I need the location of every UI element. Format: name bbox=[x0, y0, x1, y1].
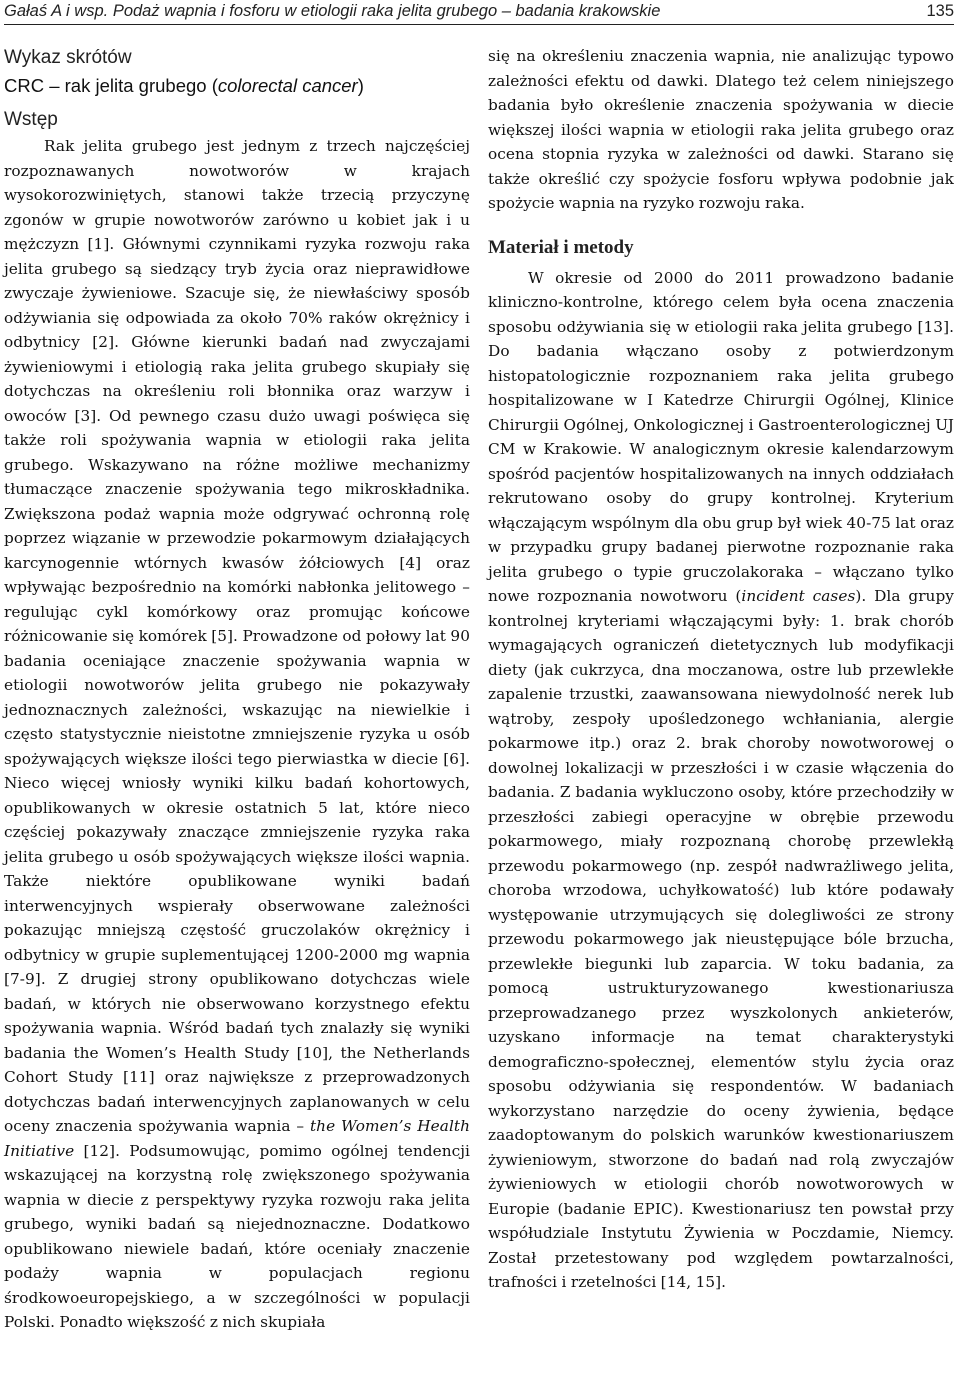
abbreviation-text: CRC – rak jelita grubego ( bbox=[4, 75, 218, 96]
abbreviation-english: colorectal cancer bbox=[217, 75, 358, 96]
intro-heading: Wstęp bbox=[4, 109, 58, 130]
intro-text-cont: [12]. Podsumowując, pomimo ogólnej tendencji wskazującej na korzystną rolę zwiększonego spożywania wapnia w diecie z perspektywy ryzyka rozwoju raka jelita grubego, wyniki badań są niejednoznaczne. Dodatkowo opublikowano niewiele badań, które oceniały znaczenie podaży wapnia w populacjach regionu środkowoeuropejskiego, a w szczególności w populacji Polski. Ponadto większość z nich skupiała bbox=[4, 1141, 470, 1331]
methods-text: W okresie od 2000 do 2011 prowadzono badanie kliniczno-kontrolne, którego celem była ocena znaczenia sposobu odżywiania się w etiologii raka jelita grubego [13]. Do badania włączano osoby z potwierdzonym histopatologicznie rozpoznaniem raka jelita grubego hospitalizowane w I Katedrze Chirurgii Ogólnej, Klinice Chirurgii Ogólnej, Onkologicznej i Gastroenterologicznej UJ CM w Krakowie. W analogicznym okresie kalendarzowym spośród pacjentów hospitalizowanych na innych oddziałach rekrutowano osoby do grupy kontrolnej. Kryterium włączającym wspólnym dla obu grup był wiek 40-75 lat oraz w przypadku grupy badanej pierwotne rozpoznanie raka jelita grubego o typie gruczolakoraka – włączano tylko nowe rozpoznania nowotworu ( bbox=[488, 268, 954, 605]
running-title: Gałaś A i wsp. Podaż wapnia i fosforu w etiologii raka jelita grubego – badania krakowskie bbox=[4, 2, 661, 20]
right-column bbox=[488, 44, 954, 1295]
abbreviations-heading: Wykaz skrótów bbox=[4, 47, 132, 68]
abbreviation-entry bbox=[4, 72, 470, 100]
left-column bbox=[4, 44, 470, 1335]
intro-paragraph-continued: się na określeniu znaczenia wapnia, nie analizując typowo zależności efektu od dawki. Dlatego też celem niniejszego badania było określenie znaczenia spożywania w diecie większej ilości wapnia w etiologii raka jelita grubego oraz ocena stopnia ryzyka w zależności od dawki. Starano się także określić czy spożycie fosforu wpływa podobnie jak spożycie wapnia na ryzyko rozwoju raka. bbox=[488, 47, 954, 212]
methods-heading: Materiał i metody bbox=[488, 236, 634, 258]
methods-paragraph bbox=[488, 266, 954, 1295]
running-header bbox=[4, 0, 954, 25]
intro-italic-study: the Women’s Health Initiative bbox=[4, 1117, 470, 1160]
intro-paragraph bbox=[4, 134, 470, 1335]
methods-italic-term: incident cases bbox=[741, 587, 856, 605]
methods-text-cont: ). Dla grupy kontrolnej kryteriami włączającymi były: 1. brak chorób wymagających ograniczeń dietetycznych lub modyfikacji diety (jak cukrzyca, dna moczanowa, ostre lub przewlekłe zapalenie trzustki, zaawansowana niewydolność nerek lub wątroby, zespoły upośledzonego wchłaniania, alergie pokarmowe itp.) oraz 2. brak choroby nowotworowej o dowolnej lokalizacji w przeszłości i w czasie włączenia do badania. Z badania wykluczono osoby, które przechodziły w przeszłości zabiegi operacyjne w obrębie przewodu pokarmowego, miały rozpoznaną chorobę przewlekłą przewodu pokarmowego (np. zespół nadwrażliwego jelita, choroba wrzodowa, uchyłkowatość) lub które podawały występowanie utrzymujących się dolegliwości ze strony przewodu pokarmowego jak nieustępujące bóle brzucha, przewlekłe biegunki lub zaparcia. W toku badania, za pomocą ustrukturyzowanego kwestionariusza przeprowadzanego przez wyszkolonych ankieterów, uzyskano informacje na temat charakterystyki demograficzno-społecznej, elementów stylu życia oraz sposobu odżywiania się respondentów. W badaniach wykorzystano narzędzie do oceny żywienia, będące zaadoptowanym do polskich warunków kwestionariuszem żywieniowym, stworzone do badań nad rolą zwyczajów żywieniowych w etiologii chorób nowotworowych w Europie (badanie EPIC). Kwestionariusz ten powstał przy współudziale Instytutu Żywienia w Poczdamie, Niemcy. Został przetestowany pod względem powtarzalności, trafności i rzetelności [14, 15]. bbox=[488, 587, 954, 1291]
abbreviation-close: ) bbox=[357, 75, 364, 96]
page-number: 135 bbox=[926, 2, 954, 20]
intro-text: Rak jelita grubego jest jednym z trzech najczęściej rozpoznawanych nowotworów w krajach wysokorozwiniętych, stanowi także trzecią przyczynę zgonów w grupie nowotworów zarówno u kobiet jak i u mężczyzn [1]. Głównymi czynnikami ryzyka rozwoju raka jelita grubego są siedzący tryb życia oraz nieprawidłowe zwyczaje żywieniowe. Szacuje się, że niewłaściwy sposób odżywiania się odpowiada za około 70% raków okrężnicy i odbytnicy [2]. Główne kierunki badań nad zwyczajami żywieniowymi i etiologią raka jelita grubego skupiały się dotychczas na określeniu roli błonnika oraz warzyw i owoców [3]. Od pewnego czasu dużo uwagi poświęca się także roli spożywania wapnia w etiologii raka jelita grubego. Wskazywano na różne możliwe mechanizmy tłumaczące znaczenie spożywania tego mikroskładnika. Zwiększona podaż wapnia może odgrywać ochronną rolę poprzez wiązanie w przewodzie pokarmowym działających karcynogennie wtórnych kwasów żółciowych [4] oraz wpływając bezpośrednio na komórki nabłonka jelitowego – regulując cykl komórkowy oraz promując końcowe różnicowanie się komórek [5]. Prowadzone od połowy lat 90 badania oceniające znaczenie spożywania wapnia w etiologii nowotworów jelita grubego nie pokazywały jednoznacznych zależności, wskazując na niewielkie i często statystycznie nieistotne zmniejszenie ryzyka u osób spożywających większe ilości tego pierwiastka w diecie [6]. Nieco więcej wniosły wyniki kilku badań kohortowych, opublikowanych w okresie ostatnich 5 lat, które nieco częściej pokazywały znaczące zmniejszenie ryzyka raka jelita grubego u osób spożywających większe ilości wapnia. Także niektóre opublikowane wyniki badań interwencyjnych wspierały obserwowane zależności pokazując mniejszą częstość gruczolaków okrężnicy i odbytnicy w grupie suplementującej 1200-2000 mg wapnia [7-9]. Z drugiej strony opublikowano dotychczas wiele badań, w których nie obserwowano korzystnego efektu spożywania wapnia. Wśród badań tych znalazły się wyniki badania the Women’s Health Study [10], the Netherlands Cohort Study [11] oraz największe z przeprowadzonych dotychczas badań interwencyjnych zaplanowanych w celu oceny znaczenia spożywania wapnia – bbox=[4, 137, 470, 1135]
